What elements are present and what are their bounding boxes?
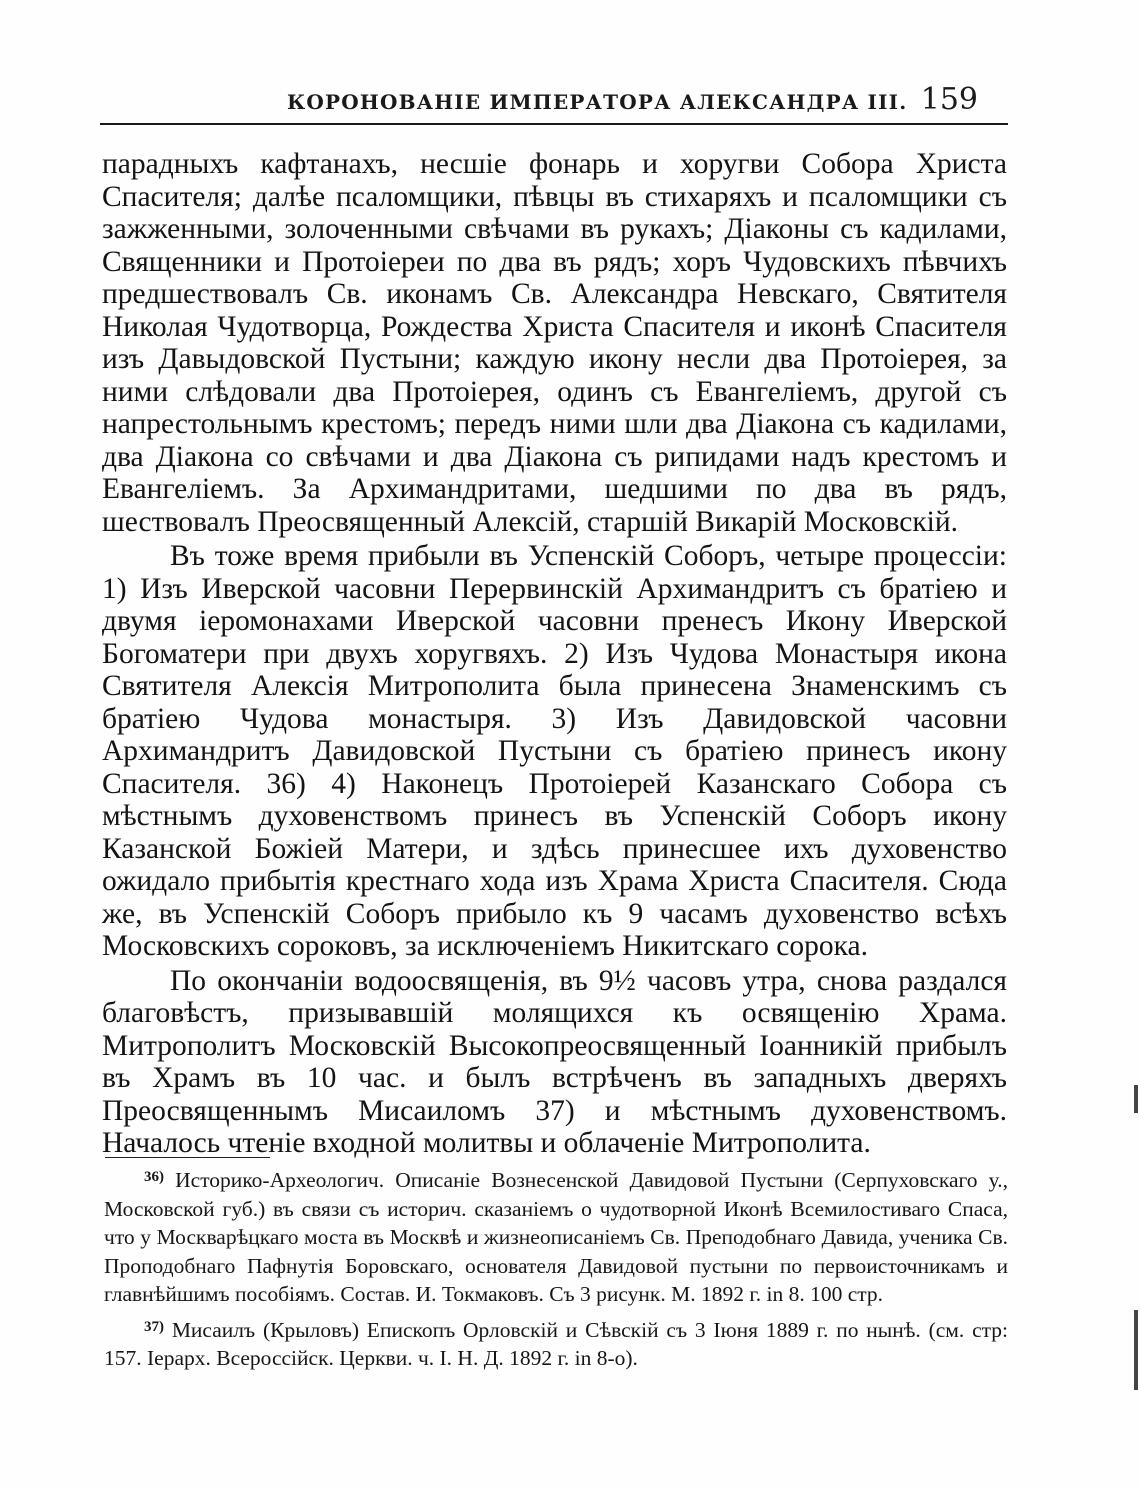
footnotes (104, 1163, 1008, 1373)
scan-edge-mark (1134, 1310, 1138, 1390)
scan-edge-mark (1134, 1085, 1138, 1113)
paragraph: По окончаніи водоосвященія, въ 9½ часовъ утра, снова раздался благовѣстъ, призывавшій молящихся къ освященію Храма. Митрополитъ Московскій Высокопреосвященный Іоанникій прибылъ въ Храмъ въ 10 час. и былъ встрѣченъ въ западныхъ дверяхъ Преосвященнымъ Мисаиломъ 37) и мѣстнымъ духовенствомъ. Началось чтеніе входной молитвы и облаченіе Митрополита. (102, 964, 1007, 1159)
footnote-text: Мисаилъ (Крыловъ) Епископъ Орловскій и Сѣвскій съ 3 Іюня 1889 г. по нынѣ. (см. стр: 157. Іерарх. Всероссійск. Церкви. ч. I. Н. Д. 1892 г. in 8-о). (104, 1317, 1009, 1370)
footnote-mark: 36) (144, 1169, 164, 1185)
paragraph: парадныхъ кафтанахъ, несшіе фонарь и хоругви Собора Христа Спасителя; далѣе псаломщики, пѣвцы въ стихаряхъ и псаломщики съ зажженными, золоченными свѣчами въ рукахъ; Діаконы съ кадилами, Священники и Протоіереи по два въ рядъ; хоръ Чудовскихъ пѣвчихъ предшествовалъ Св. иконамъ Св. Александра Невскаго, Святителя Николая Чудотворца, Рождества Христа Спасителя и иконѣ Спасителя изъ Давыдовской Пустыни; каждую икону несли два Протоіерея, за ними слѣдовали два Протоіерея, одинъ съ Евангеліемъ, другой съ напрестольнымъ крестомъ; передъ ними шли два Діакона съ кадилами, два Діакона со свѣчами и два Діакона съ рипидами надъ крестомъ и Евангеліемъ. За Архимандритами, шедшими по два въ рядъ, шествовалъ Преосвященный Алексій, старшій Викарій Московскій. (102, 148, 1007, 538)
footnote (104, 1163, 1008, 1309)
page-number: 159 (920, 82, 978, 117)
footnote-text: Историко-Археологич. Описаніе Вознесенской Давидовой Пустыни (Серпуховскаго у., Московской губ.) въ связи съ историч. сказаніемъ о чудотворной Иконѣ Всемилостиваго Спаса, что у Москварѣцкаго моста въ Москвѣ и жизнеописаніемъ Св. Преподобнаго Давида, ученика Св. Проподобнаго Пафнутія Боровскаго, основателя Давидовой пустыни по первоисточникамъ и главнѣйшимъ пособіямъ. Состав. И. Токмаковъ. Съ 3 рисунк. М. 1892 г. in 8. 100 стр. (104, 1168, 1008, 1306)
footnote-mark: 37) (144, 1318, 164, 1335)
page-header (100, 82, 1008, 126)
header-rule (100, 123, 1008, 125)
paragraph: Въ тоже время прибыли въ Успенскій Соборъ, четыре процессіи: 1) Изъ Иверской часовни Перервинскій Архимандритъ съ братіею и двумя іеромонахами Иверской часовни пренесъ Икону Иверской Богоматери при двухъ хоругвяхъ. 2) Изъ Чудова Монастыря икона Святителя Алексія Митрополита была принесена Знаменскимъ съ братіею Чудова монастыря. 3) Изъ Давидовской часовни Архимандритъ Давидовской Пустыни съ братіею принесъ икону Спасителя. 36) 4) Наконецъ Протоіерей Казанскаго Собора съ мѣстнымъ духовенствомъ принесъ въ Успенскій Соборъ икону Казанской Божіей Матери, и здѣсь принесшее ихъ духовенство ожидало прибытія крестнаго хода изъ Храма Христа Спасителя. Сюда же, въ Успенскій Соборъ прибыло къ 9 часамъ духовенство всѣхъ Московскихъ сороковъ, за исключеніемъ Никитскаго сорока. (102, 540, 1007, 962)
running-title: КОРОНОВАНІЕ ИМПЕРАТОРА АЛЕКСАНДРА III. (287, 90, 908, 114)
footnote (104, 1313, 1008, 1373)
footnote-separator (105, 1157, 270, 1158)
main-text (102, 148, 1007, 1160)
